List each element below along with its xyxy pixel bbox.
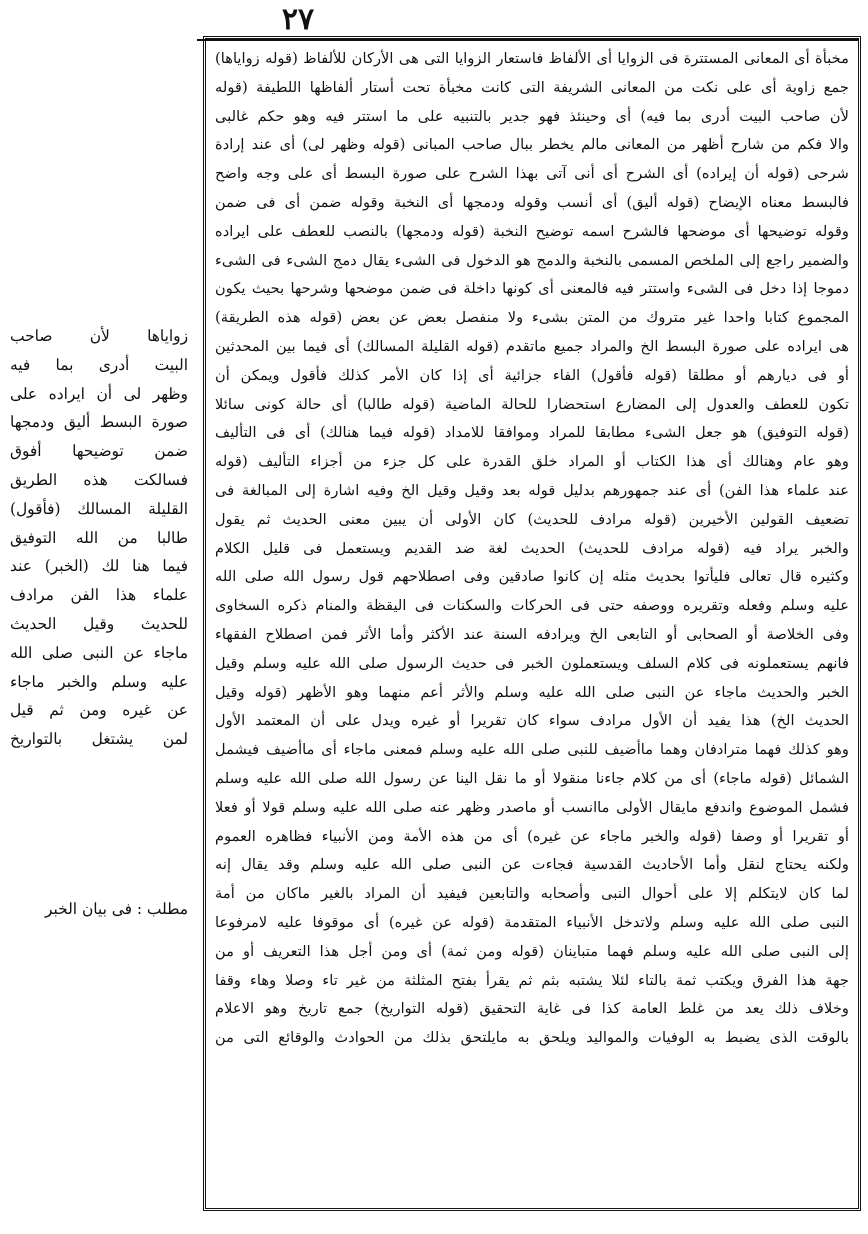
margin-line: زواياها لأن صاحب: [10, 327, 188, 345]
commentary-line: فانهم يستعملونه فى كلام السلف ويستعملون الخبر فى حديث الرسول صلى الله عليه وسلم وقيل: [215, 654, 849, 672]
commentary-line: أو تقريرا أو وصفا (قوله والخبر ماجاء عن غيره) أى من هذه الأمة ومن الأنبياء فظاهره العموم: [215, 827, 849, 845]
margin-line: طالبا من الله التوفيق: [10, 528, 188, 547]
commentary-line: جمع زاوية أى على نكت من المعانى الشريفة التى كانت مخبأة تحت أستار ألفاظها اللطيفة (قوله: [215, 78, 849, 96]
commentary-line: (قوله التوفيق) هو جعل الشىء مطابقا للمراد وموافقا للامداد (قوله فيما هنالك) أى فى التأليف: [215, 424, 849, 442]
margin-line: ماجاء عن النبى صلى الله: [10, 643, 188, 662]
commentary-line: لأن صاحب البيت أدرى بما فيه) أى وحينئذ فهو جدير بالتنبيه على ما استتر فيه وهو حكم غالبى: [215, 107, 849, 125]
margin-matn-text: [10, 322, 188, 754]
commentary-line: المجموع كتابا واحدا غير متروك من المتن بشىء ولا منفصل بعض عن بعض (قوله هذه الطريقة): [215, 309, 849, 327]
commentary-line: ولكنه يحتاج لنقل وأما الأحاديث القدسية فجاءت عن النبى صلى الله عليه وسلم وقد يقال إنه: [215, 856, 849, 874]
commentary-line: جهة هذا الفرق ويكتب ثمة بالتاء لئلا يشتبه بثم ثم يقرأ بفتح المثلثة من غير تاء وصلا وهاء وقفا: [215, 971, 849, 989]
commentary-line: الخبر والحديث ماجاء عن النبى صلى الله عليه وسلم والأثر أعم منهما وهو الأظهر (قوله وقيل: [215, 683, 849, 701]
commentary-line: وهو عام وهنالك أى هذا الكتاب أو المراد خلق القدرة على كل جزء من أجزاء التأليف (قوله: [215, 453, 849, 471]
commentary-line: بالوقت الذى يضبط به الوفيات والمواليد ويلحق به مايلتحق بذلك من الحوادث والوقائع التى من: [215, 1029, 849, 1047]
margin-line: القليلة المسالك (فأقول): [10, 499, 188, 518]
commentary-line: مخبأة أى المعانى المستترة فى الزوايا أى الألفاظ فاستعار الزوايا التى هى الأركان للألفاظ (قوله زواياها): [215, 50, 849, 67]
commentary-line: [215, 1082, 849, 1111]
commentary-line: فشمل الموضوع واندفع مايقال الأولى ماانسب أو ماصدر وظهر عنه صلى الله عليه وسلم قولا أو فعلا: [215, 798, 849, 816]
commentary-line: عند علماء هذا الفن) أى عند جمهورهم بدليل قوله بعد وقيل وقيل الخ وفيه اشارة إلى المبالغة فى: [215, 481, 849, 499]
margin-line: فسالكت هذه الطريق: [10, 470, 188, 489]
margin-line: فيما هنا لك (الخبر) عند: [10, 557, 188, 576]
commentary-line: هى ايراده على صورة البسط الخ والمراد جميع ماتقدم (قوله القليلة المسالك) أى فيما بين المحدثين: [215, 337, 849, 355]
margin-line: للحديث وقيل الحديث: [10, 614, 188, 633]
commentary-line: الشمائل (قوله ماجاء) أى من كلام جاءنا منقولا أو ما نقل الينا عن رسول الله صلى الله عليه وسلم: [215, 769, 849, 787]
margin-line: علماء هذا الفن مرادف: [10, 586, 188, 605]
margin-line: عن غيره ومن ثم قيل: [10, 701, 188, 720]
commentary-line: إلى النبى صلى الله عليه وسلم فهما متباينان (قوله ومن ثمة) أى ومن أجل هذا التعريف أو من: [215, 942, 849, 960]
commentary-line: تكون للعطف والعدول إلى المضارع استحضارا للحالة الماضية (قوله طالبا) أى حالة كونى سائلا: [215, 395, 849, 413]
margin-section-note: مطلب : فى بيان الخبر: [45, 900, 188, 918]
commentary-line: وكثيره قال تعالى فليأتوا بحديث مثله إن كانوا صادقين وفى اصطلاحهم قول رسول الله صلى الله: [215, 568, 849, 586]
margin-line: لمن يشتغل بالتواريخ: [10, 730, 188, 749]
commentary-line: [215, 1139, 849, 1168]
commentary-line: وفى الخلاصة أو الصحابى أو التابعى الخ ويرادفه السنة عند الأكثر وأما الأثر فمن اصطلاح الفقهاء: [215, 625, 849, 643]
commentary-line: عليه وسلم وفعله وتقريره ووصفه حتى فى الحركات والسكنات فى اليقظة والمنام ذكره السخاوى: [215, 597, 849, 615]
commentary-line: والخبر يراد فيه (قوله مرادف للحديث) الحديث لغة ضد القديم ويستعمل فى قليل الكلام: [215, 539, 849, 557]
margin-line: صورة البسط أليق ودمجها: [10, 413, 188, 432]
commentary-line: شرحى (قوله أن إيراده) أى الشرح أى أنى آتى بهذا الشرح على صورة البسط أى على وجه واضح: [215, 165, 849, 183]
page-number: ٢٧: [281, 2, 315, 37]
margin-line: ضمن توضيحها أفوق: [10, 442, 188, 461]
commentary-line: الحديث الخ) هذا يفيد أن الأول مرادف سواء كان تقريرا أو غيره ويدل على أن المعتمد الأول: [215, 712, 849, 730]
commentary-line: تضعيف القولين الأخيرين (قوله مرادف للحديث) كان الأولى أن يبين معنى الحديث ثم يقول: [215, 510, 849, 528]
commentary-line: أو فى ديارهم أو مطلقا (قوله فأقول) الفاء جزائية أى إذا كان الأمر كذلك فأقول ويمكن أن: [215, 366, 849, 384]
margin-line: عليه وسلم والخبر ماجاء: [10, 672, 188, 691]
commentary-line: [215, 1053, 849, 1082]
commentary-line: لما كان لايتكلم إلا على أحوال النبى وأصحابه والتابعين فيفيد أن المراد بالغير ماكان من أمة: [215, 885, 849, 903]
commentary-line: وهو كذلك فهما مترادفان وهما ماأضيف للنبى صلى الله عليه وسلم فمعنى ماجاء أى ماأضيف فيشمل: [215, 741, 849, 759]
commentary-frame: [203, 36, 861, 1211]
commentary-line: [215, 1110, 849, 1139]
commentary-line: وخلاف ذلك يعد من غلط العامة كذا فى غاية التحقيق (قوله التواريخ) جمع تاريخ وهو الاعلام: [215, 1000, 849, 1018]
commentary-line: والضمير راجع إلى الملخص المسمى بالنخبة والدمج هو الدخول فى الشىء يقال دمج الشىء فى الشىء: [215, 251, 849, 269]
margin-line: وظهر لى أن ايراده على: [10, 384, 188, 403]
margin-line: البيت أدرى بما فيه: [10, 355, 188, 374]
commentary-line: وقوله توضيحها أى موضحها فالشرح اسمه توضيح النخبة (قوله ودمجها) بالنصب للعطف على ايراده: [215, 222, 849, 240]
commentary-line: [215, 1168, 849, 1197]
commentary-line: النبى صلى الله عليه وسلم ولاتدخل الأنبياء المتقدمة (قوله عن غيره) أى موقوفا عليه لامرفوعا: [215, 913, 849, 931]
commentary-line: فالبسط معناه الإيضاح (قوله أليق) أى أنسب وقوله ودمجها أى النخبة وقوله ضمن أى فى ضمن: [215, 193, 849, 211]
commentary-line: دموجا إذا دخل فى الشىء واستتر فيه فالمعنى أى كونها داخلة فى ضمن موضحها وشرحها بحيث يكون: [215, 280, 849, 298]
commentary-line: والا فكم من شارح أظهر من المعانى مالم يخطر ببال صاحب المبانى (قوله وظهر لى) أى عند إرادة: [215, 136, 849, 154]
